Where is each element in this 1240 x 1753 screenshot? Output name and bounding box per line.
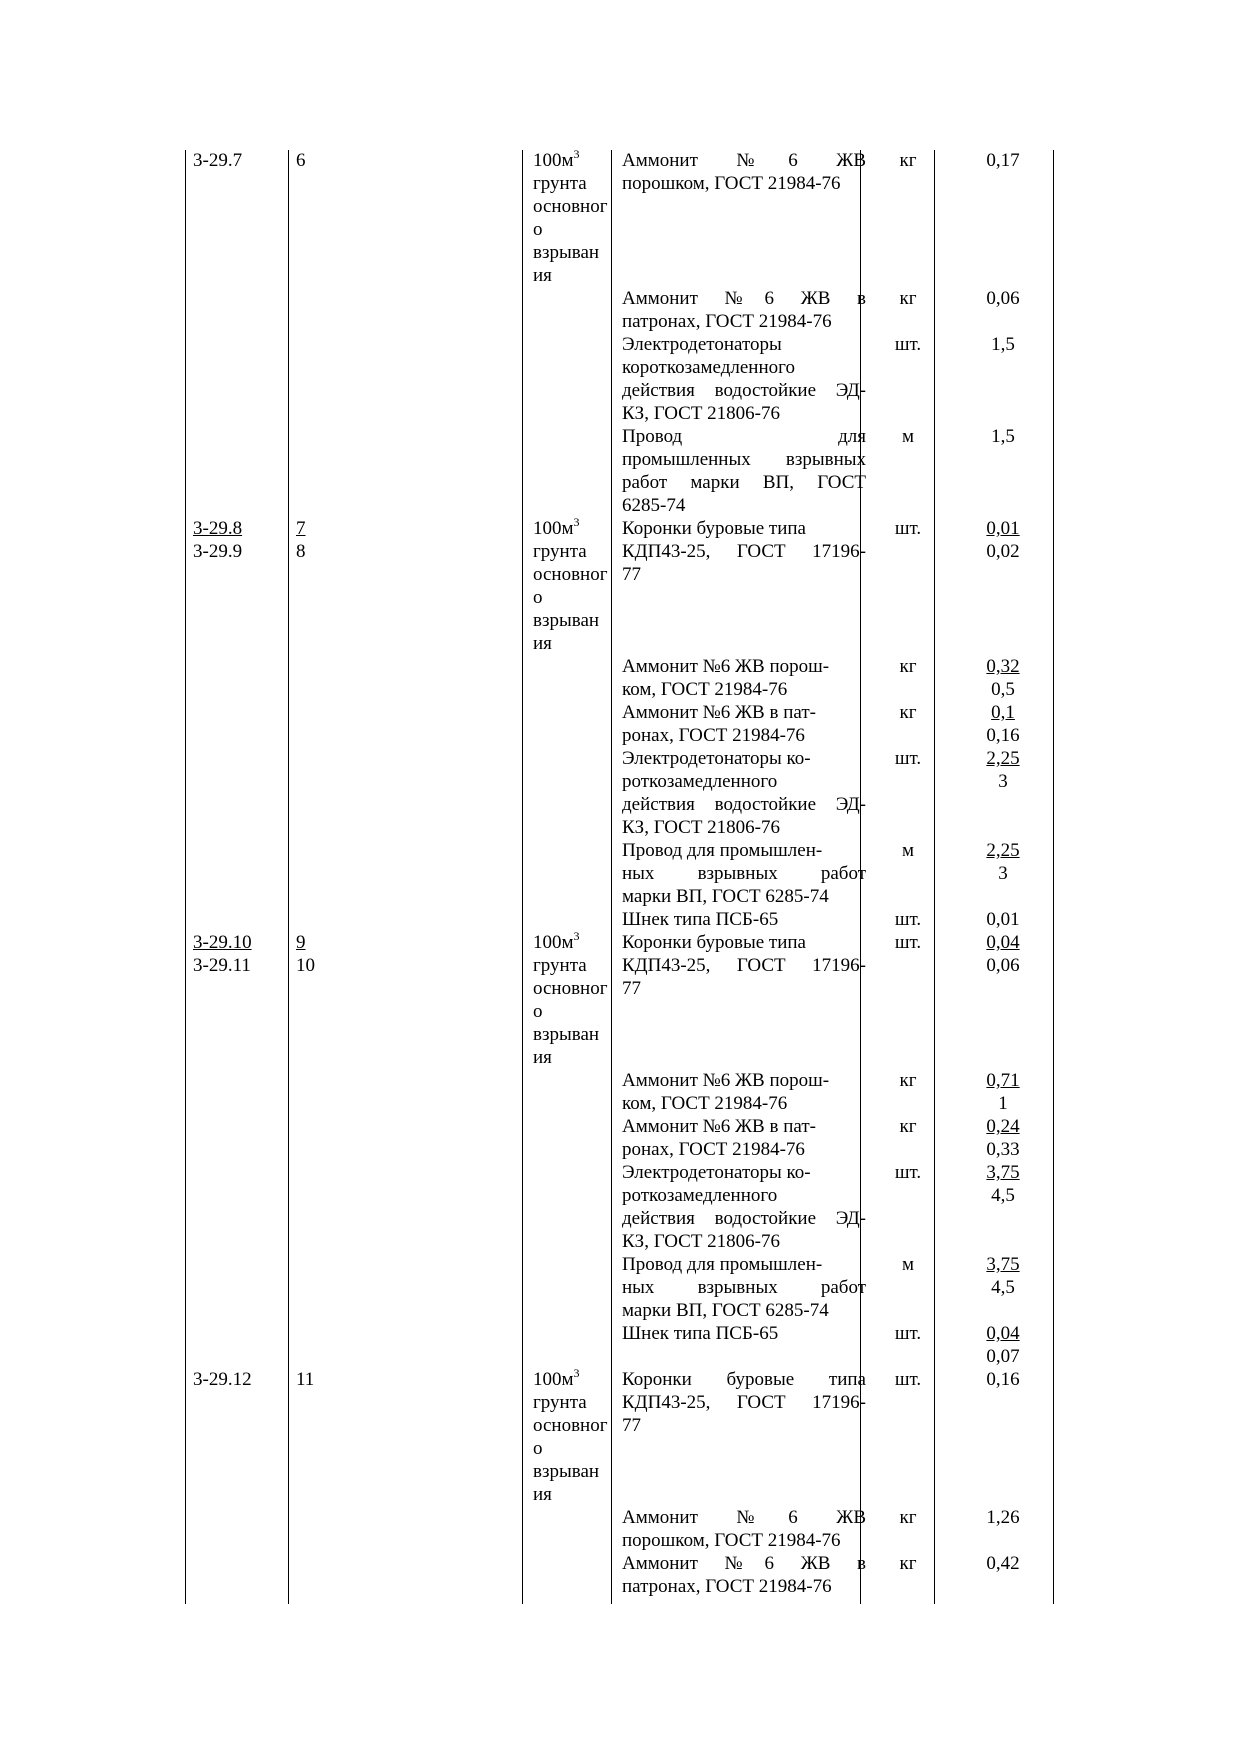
measure-unit: шт.: [894, 1369, 922, 1390]
consumption-value: 0,1 0,16: [986, 702, 1020, 746]
material-name: Аммонит №6 ЖВ в пат- ронах, ГОСТ 21984-76: [622, 702, 816, 746]
material-name: Провод для промышлен- ных взрывных работ марки ВП, ГОСТ 6285-74: [622, 840, 866, 907]
consumption-value: 0,04 0,07: [986, 1323, 1020, 1367]
consumption-value: 2,25 3: [986, 748, 1020, 792]
consumption-value: 0,32 0,5: [986, 656, 1020, 700]
row-number: 6: [296, 150, 306, 171]
consumption-value: 0,16: [986, 1369, 1020, 1390]
measure-unit: кг: [899, 656, 917, 677]
material-name: Аммонит №6 ЖВ порошком, ГОСТ 21984-76: [622, 1507, 866, 1551]
column-border-1: [288, 150, 289, 1604]
measure-unit: кг: [899, 702, 917, 723]
material-name: Электродетонаторы ко- роткозамедленного действия водостойкие ЭД- КЗ, ГОСТ 21806-76: [622, 1162, 866, 1252]
material-name: Электродетонаторы короткозамедленного действия водостойкие ЭД- КЗ, ГОСТ 21806-76: [622, 334, 866, 424]
consumption-value: 3,75 4,5: [986, 1254, 1020, 1298]
measure-unit: кг: [899, 1116, 917, 1137]
measure-unit: шт.: [894, 748, 922, 769]
consumption-value: 2,25 3: [986, 840, 1020, 884]
unit-of-measure-cell: $100м^3$ грунта основног о взрыван ия: [533, 146, 608, 286]
material-name: Аммонит №6 ЖВ порошком, ГОСТ 21984-76: [622, 150, 866, 194]
consumption-value: 0,04 0,06: [986, 932, 1020, 976]
material-name: Провод для промышлен- ных взрывных работ марки ВП, ГОСТ 6285-74: [622, 1254, 866, 1321]
measure-unit: кг: [899, 288, 917, 309]
material-name: Аммонит №6 ЖВ в патронах, ГОСТ 21984-76: [622, 1553, 866, 1597]
row-number: 11: [296, 1369, 315, 1390]
measure-unit: шт.: [894, 932, 922, 953]
unit-of-measure-cell: $100м^3$ грунта основног о взрыван ия: [533, 1365, 608, 1505]
row-code: 3-29.12: [193, 1369, 252, 1390]
row-number: 7 8: [296, 518, 306, 562]
column-border-2: [522, 150, 523, 1604]
material-name: Шнек типа ПСБ-65: [622, 1323, 779, 1344]
consumption-value: 0,06: [986, 288, 1020, 309]
consumption-value: 0,71 1: [986, 1070, 1020, 1114]
measure-unit: шт.: [894, 334, 922, 355]
row-code: 3-29.7: [193, 150, 243, 171]
consumption-value: 1,5: [991, 426, 1015, 447]
row-number: 9 10: [296, 932, 315, 976]
consumption-value: 0,01 0,02: [986, 518, 1020, 562]
column-border-left: [185, 150, 186, 1604]
material-name: Коронки буровые типа КДП43-25, ГОСТ 17196- 77: [622, 1369, 866, 1436]
consumption-value: 0,42: [986, 1553, 1020, 1574]
consumption-value: 1,5: [991, 334, 1015, 355]
material-name: Коронки буровые типа КДП43-25, ГОСТ 17196- 77: [622, 932, 866, 999]
material-name: Аммонит №6 ЖВ в пат- ронах, ГОСТ 21984-76: [622, 1116, 816, 1160]
material-name: Аммонит №6 ЖВ порош- ком, ГОСТ 21984-76: [622, 1070, 830, 1114]
measure-unit: м: [901, 1254, 915, 1275]
row-code: 3-29.8 3-29.9: [193, 518, 243, 562]
consumption-value: 1,26: [986, 1507, 1020, 1528]
measure-unit: кг: [899, 1070, 917, 1091]
consumption-value: 3,75 4,5: [986, 1162, 1020, 1206]
material-name: Аммонит №6 ЖВ порош- ком, ГОСТ 21984-76: [622, 656, 830, 700]
measure-unit: кг: [899, 150, 917, 171]
measure-unit: м: [901, 426, 915, 447]
measure-unit: м: [901, 840, 915, 861]
row-code: 3-29.10 3-29.11: [193, 932, 252, 976]
measure-unit: шт.: [894, 1162, 922, 1183]
material-name: Провод для промышленных взрывных работ марки ВП, ГОСТ 6285-74: [622, 426, 866, 516]
material-name: Коронки буровые типа КДП43-25, ГОСТ 17196- 77: [622, 518, 866, 585]
material-name: Электродетонаторы ко- роткозамедленного действия водостойкие ЭД- КЗ, ГОСТ 21806-76: [622, 748, 866, 838]
measure-unit: шт.: [894, 909, 922, 930]
consumption-value: 0,24 0,33: [986, 1116, 1020, 1160]
measure-unit: шт.: [894, 1323, 922, 1344]
material-name: Аммонит №6 ЖВ в патронах, ГОСТ 21984-76: [622, 288, 866, 332]
consumption-value: 0,17: [986, 150, 1020, 171]
material-name: Шнек типа ПСБ-65: [622, 909, 779, 930]
measure-unit: кг: [899, 1507, 917, 1528]
unit-of-measure-cell: $100м^3$ грунта основног о взрыван ия: [533, 514, 608, 654]
measure-unit: кг: [899, 1553, 917, 1574]
unit-of-measure-cell: $100м^3$ грунта основног о взрыван ия: [533, 928, 608, 1068]
measure-unit: шт.: [894, 518, 922, 539]
consumption-value: 0,01: [986, 909, 1020, 930]
